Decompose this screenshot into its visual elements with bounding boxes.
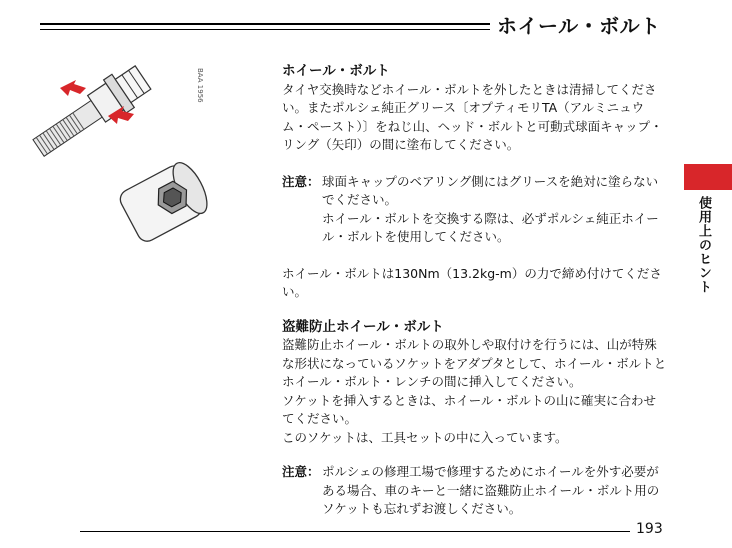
section-heading-wheel-bolt: ホイール・ボルト — [282, 63, 390, 79]
note-1 — [282, 173, 667, 247]
page-number: 193 — [636, 521, 663, 537]
note-1-line-1: 球面キャップのベアリング側にはグリースを絶対に塗らないでください。 — [322, 173, 659, 207]
note-label: 注意： — [282, 464, 320, 479]
torque-paragraph: ホイール・ボルトは130Nm（13.2kg-m）の力で締め付けてください。 — [282, 265, 662, 299]
red-arrow-icon — [60, 80, 86, 96]
page-header-title: ホイール・ボルト — [497, 14, 661, 38]
wheel-bolt-illustration — [20, 60, 250, 260]
footer-rule — [80, 531, 630, 532]
header-rule-thin — [40, 29, 490, 30]
header-rule-thick — [40, 23, 490, 25]
note-1-line-2: ホイール・ボルトを交換する際は、必ずポルシェ純正ホイール・ボルトを使用してください。 — [322, 210, 659, 244]
anti-theft-paragraph-2: ソケットを挿入するときは、ホイール・ボルトの山に確実に合わせてください。 — [282, 392, 657, 426]
side-tab-label: 使用上のヒント — [696, 196, 711, 294]
note-2 — [282, 463, 667, 519]
note-label: 注意： — [282, 173, 320, 189]
figure-code: BAA 1956 — [196, 68, 204, 103]
main-content — [282, 62, 667, 519]
wheel-bolt-drawing — [27, 61, 154, 165]
anti-theft-paragraph-3: このソケットは、工具セットの中に入っています。 — [282, 429, 568, 445]
socket-drawing — [117, 158, 214, 245]
section-heading-anti-theft: 盗難防止ホイール・ボルト — [282, 318, 444, 335]
anti-theft-paragraph-1: 盗難防止ホイール・ボルトの取外しや取付けを行うには、山が特殊な形状になっているソケットをアダプタとして、ホイール・ボルトとホイール・ボルト・レンチの間に挿入してください。 — [282, 337, 667, 389]
note-2-text: ポルシェの修理工場で修理するためにホイールを外す必要がある場合、車のキーと一緒に盗難防止ホイール・ボルト用のソケットも忘れずお渡しください。 — [322, 464, 660, 516]
wheel-bolt-paragraph: タイヤ交換時などホイール・ボルトを外したときは清掃してください。またポルシェ純正グリース〔オプティモリTA（アルミニュウム・ペースト）〕をねじ山、ヘッド・ボルトと可動式球面キャップ・リング（矢印）の間に塗布してください。 — [282, 81, 663, 152]
side-tab-marker — [684, 164, 732, 190]
